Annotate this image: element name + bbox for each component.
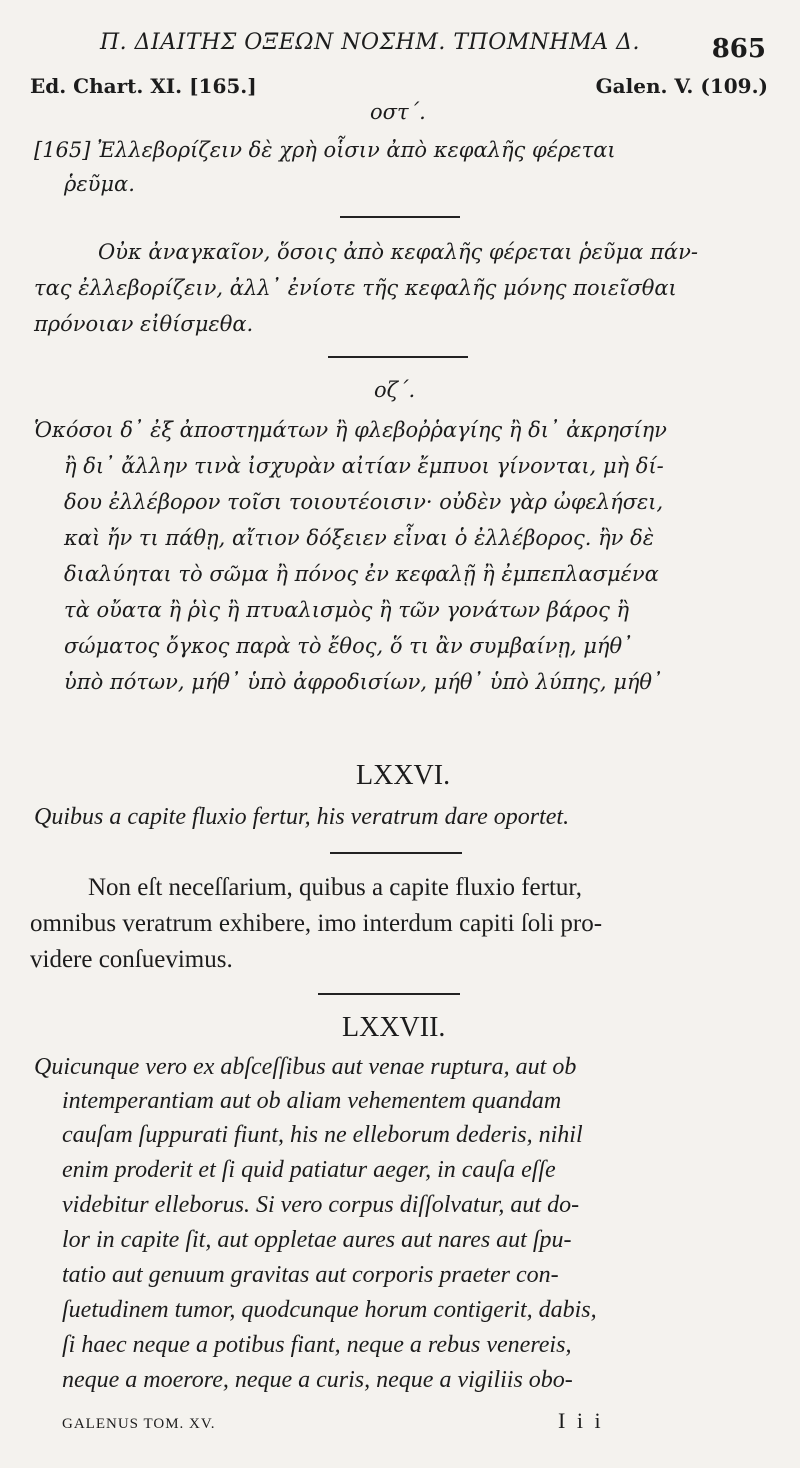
gathering-signature: I i i: [558, 1408, 604, 1433]
greek-section-number: οστ΄.: [370, 100, 426, 124]
greek-text-line: σώματος ὄγκος παρὰ τὸ ἔθος, ὅ τι ἂν συμβαίνῃ, μήθ᾽: [64, 634, 633, 658]
signature-mark: GALENUS TOM. XV.: [62, 1416, 216, 1432]
latin-section-number: LXXVII.: [342, 1012, 446, 1043]
greek-aphorism-line: ῥεῦμα.: [64, 172, 135, 196]
section-divider: [330, 852, 462, 854]
latin-commentary-line: videre conſuevimus.: [30, 946, 233, 973]
latin-aphorism: Quibus a capite fluxio fertur, his veratrum dare oportet.: [34, 804, 570, 830]
latin-text-line: tatio aut genuum gravitas aut corporis praeter con-: [62, 1262, 559, 1288]
greek-text-line: ὑπὸ πότων, μήθ᾽ ὑπὸ ἀφροδισίων, μήθ᾽ ὑπὸ λύπης, μήθ᾽: [64, 670, 663, 694]
greek-text-line: δου ἐλλέβορον τοῖσι τοιουτέοισιν· οὐδὲν γὰρ ὠφελήσει,: [64, 490, 664, 514]
latin-text-line: enim proderit et ſi quid patiatur aeger, in cauſa eſſe: [62, 1157, 556, 1183]
running-head: Π. ΔΙΑΙΤΗΣ ΟΞΕΩΝ ΝΟΣΗΜ. ΤΠΟΜΝΗΜΑ Δ.: [100, 30, 640, 55]
latin-text-line: videbitur elleborus. Si vero corpus diſſolvatur, aut do-: [62, 1192, 580, 1218]
section-divider: [328, 356, 468, 358]
latin-text-line: cauſam ſuppurati fiunt, his ne elleborum dederis, nihil: [62, 1122, 583, 1148]
edition-reference-right: Galen. V. (109.): [595, 74, 768, 98]
latin-commentary-line: Non eſt neceſſarium, quibus a capite fluxio fertur,: [88, 874, 582, 901]
latin-text-line: ſuetudinem tumor, quodcunque horum contigerit, dabis,: [62, 1297, 597, 1323]
greek-commentary-line: πρόνοιαν εἰθίσμεθα.: [34, 312, 254, 336]
section-divider: [318, 993, 460, 995]
section-divider: [340, 216, 460, 218]
latin-text-line: intemperantiam aut ob aliam vehementem quandam: [62, 1088, 562, 1114]
page-number: 865: [711, 34, 766, 64]
latin-commentary-line: omnibus veratrum exhibere, imo interdum capiti ſoli pro-: [30, 910, 603, 937]
greek-text-line: ἢ δι᾽ ἄλλην τινὰ ἰσχυρὰν αἰτίαν ἔμπυοι γίνονται, μὴ δί-: [64, 454, 664, 478]
latin-text-line: lor in capite ſit, aut oppletae aures aut nares aut ſpu-: [62, 1227, 572, 1253]
latin-section-number: LXXVI.: [356, 760, 451, 791]
latin-text-line: neque a moerore, neque a curis, neque a vigiliis obo-: [62, 1367, 573, 1393]
edition-reference-left: Ed. Chart. XI. [165.]: [30, 74, 257, 98]
latin-text-line: Quicunque vero ex abſceſſibus aut venae ruptura, aut ob: [34, 1054, 577, 1080]
greek-commentary-line: Οὐκ ἀναγκαῖον, ὅσοις ἀπὸ κεφαλῆς φέρεται ῥεῦμα πάν-: [98, 240, 698, 264]
greek-text-line: τὰ οὔατα ἢ ῥὶς ἢ πτυαλισμὸς ἢ τῶν γονάτων βάρος ἢ: [64, 598, 630, 622]
greek-text-line: Ὁκόσοι δ᾽ ἐξ ἀποστημάτων ἢ φλεβοῤῥαγίης ἢ δι᾽ ἀκρησίην: [34, 418, 667, 442]
greek-section-number: οζ΄.: [374, 378, 416, 402]
latin-text-line: ſi haec neque a potibus fiant, neque a rebus venereis,: [62, 1332, 572, 1358]
greek-text-line: καὶ ἤν τι πάθῃ, αἴτιον δόξειεν εἶναι ὁ ἐλλέβορος. ἢν δὲ: [64, 526, 655, 550]
greek-text-line: διαλύηται τὸ σῶμα ἢ πόνος ἐν κεφαλῇ ἢ ἐμπεπλασμένα: [64, 562, 659, 586]
greek-commentary-line: τας ἐλλεβορίζειν, ἀλλ᾽ ἐνίοτε τῆς κεφαλῆς μόνης ποιεῖσθαι: [34, 276, 677, 300]
greek-aphorism-line: [165] Ἐλλεβορίζειν δὲ χρὴ οἷσιν ἀπὸ κεφαλῆς φέρεται: [34, 138, 616, 162]
